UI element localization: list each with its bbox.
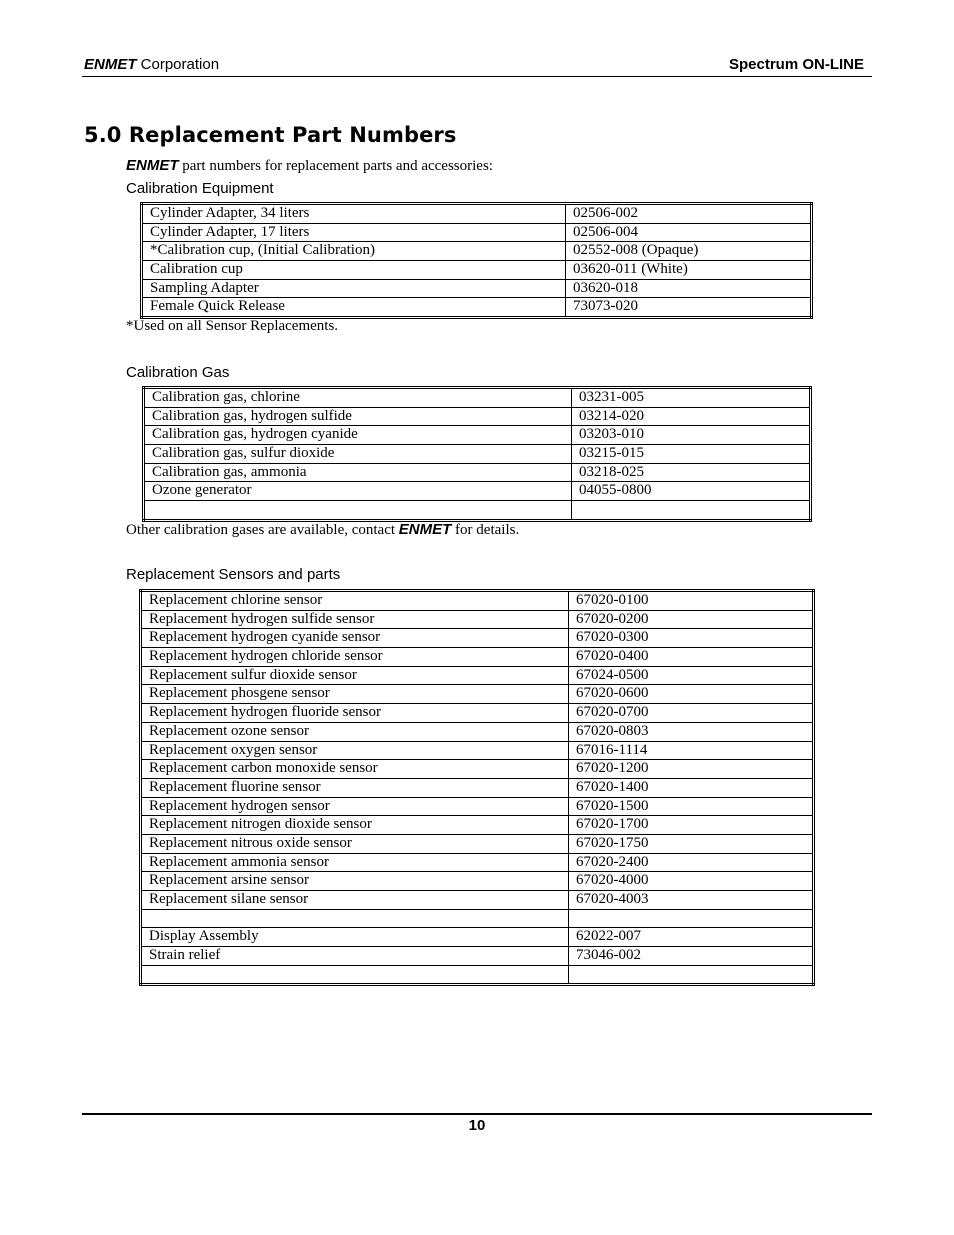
- gas-description-cell: Calibration gas, hydrogen sulfide: [144, 407, 572, 426]
- equipment-description-cell: Sampling Adapter: [142, 279, 566, 298]
- sensor-row: [141, 722, 814, 741]
- calibration-gas-table: [142, 386, 812, 522]
- calibration-equipment-heading: Calibration Equipment: [126, 180, 274, 197]
- gas-description-cell: Calibration gas, chlorine: [144, 388, 572, 408]
- sensor-part-number-cell: 73046-002: [569, 947, 814, 966]
- equipment-row: [142, 279, 812, 298]
- sensor-description-cell: Display Assembly: [141, 928, 569, 947]
- sensor-part-number-cell: 67020-1500: [569, 797, 814, 816]
- gas-row: [144, 445, 811, 464]
- gas-part-number-cell: 03218-025: [572, 463, 811, 482]
- sensor-description-cell: Replacement ozone sensor: [141, 722, 569, 741]
- sensor-row: [141, 947, 814, 966]
- sensor-row: [141, 816, 814, 835]
- calibration-equipment-footnote: *Used on all Sensor Replacements.: [126, 318, 339, 334]
- gas-row: [144, 501, 811, 521]
- sensor-row: [141, 741, 814, 760]
- gas-part-number-cell: [572, 501, 811, 521]
- sensor-row: [141, 872, 814, 891]
- sensor-description-cell: Replacement carbon monoxide sensor: [141, 760, 569, 779]
- gas-part-number-cell: 03231-005: [572, 388, 811, 408]
- sensor-part-number-cell: 67020-1400: [569, 778, 814, 797]
- sensor-part-number-cell: 67020-0300: [569, 629, 814, 648]
- gas-row: [144, 407, 811, 426]
- sensor-part-number-cell: 67020-0803: [569, 722, 814, 741]
- sensor-description-cell: Replacement ammonia sensor: [141, 853, 569, 872]
- sensor-description-cell: Replacement nitrogen dioxide sensor: [141, 816, 569, 835]
- equipment-description-cell: Female Quick Release: [142, 298, 566, 318]
- sensor-part-number-cell: 67020-0700: [569, 704, 814, 723]
- sensor-description-cell: Replacement hydrogen cyanide sensor: [141, 629, 569, 648]
- sensor-description-cell: Strain relief: [141, 947, 569, 966]
- equipment-description-cell: Cylinder Adapter, 34 liters: [142, 204, 566, 224]
- equipment-part-number-cell: 02506-004: [566, 223, 812, 242]
- page-header: [82, 56, 872, 77]
- sensor-row: [141, 891, 814, 910]
- sensor-description-cell: Replacement oxygen sensor: [141, 741, 569, 760]
- sensor-part-number-cell: 67024-0500: [569, 666, 814, 685]
- equipment-part-number-cell: 03620-018: [566, 279, 812, 298]
- sensor-description-cell: Replacement nitrous oxide sensor: [141, 834, 569, 853]
- gas-description-cell: [144, 501, 572, 521]
- header-company: [84, 56, 219, 73]
- sensor-description-cell: Replacement fluorine sensor: [141, 778, 569, 797]
- gas-description-cell: Calibration gas, hydrogen cyanide: [144, 426, 572, 445]
- sensor-part-number-cell: [569, 965, 814, 985]
- calibration-gas-note: [126, 521, 519, 539]
- sensor-part-number-cell: 67020-1200: [569, 760, 814, 779]
- sensor-part-number-cell: 67020-1750: [569, 834, 814, 853]
- sensor-row: [141, 797, 814, 816]
- gas-description-cell: Ozone generator: [144, 482, 572, 501]
- sensor-row: [141, 853, 814, 872]
- gas-note-brand: ENMET: [398, 521, 452, 538]
- footer-rule: [82, 1113, 872, 1115]
- sensor-description-cell: Replacement hydrogen chloride sensor: [141, 648, 569, 667]
- page-number: 10: [468, 1117, 486, 1134]
- replacement-sensors-table: [139, 589, 815, 986]
- header-product: Spectrum ON-LINE: [728, 56, 864, 73]
- equipment-description-cell: Calibration cup: [142, 261, 566, 280]
- gas-note-before: Other calibration gases are available, contact: [126, 522, 396, 538]
- sensor-description-cell: Replacement hydrogen sulfide sensor: [141, 610, 569, 629]
- intro-text: part numbers for replacement parts and accessories:: [182, 158, 493, 174]
- sensor-row: [141, 591, 814, 611]
- gas-row: [144, 388, 811, 408]
- sensor-part-number-cell: 67020-4003: [569, 891, 814, 910]
- equipment-row: [142, 261, 812, 280]
- sensor-description-cell: Replacement phosgene sensor: [141, 685, 569, 704]
- sensor-row: [141, 629, 814, 648]
- equipment-row: [142, 242, 812, 261]
- sensor-row: [141, 610, 814, 629]
- gas-description-cell: Calibration gas, sulfur dioxide: [144, 445, 572, 464]
- equipment-part-number-cell: 02552-008 (Opaque): [566, 242, 812, 261]
- sensor-part-number-cell: [569, 909, 814, 928]
- sensor-description-cell: Replacement hydrogen fluoride sensor: [141, 704, 569, 723]
- equipment-part-number-cell: 73073-020: [566, 298, 812, 318]
- gas-part-number-cell: 03203-010: [572, 426, 811, 445]
- header-company-suffix: Corporation: [140, 56, 220, 73]
- equipment-description-cell: Cylinder Adapter, 17 liters: [142, 223, 566, 242]
- sensor-part-number-cell: 67020-2400: [569, 853, 814, 872]
- sensor-part-number-cell: 67020-0100: [569, 591, 814, 611]
- calibration-equipment-table: [140, 202, 813, 319]
- sensor-part-number-cell: 62022-007: [569, 928, 814, 947]
- gas-part-number-cell: 03215-015: [572, 445, 811, 464]
- intro-brand: ENMET: [126, 157, 179, 174]
- sensor-description-cell: [141, 909, 569, 928]
- sensor-row: [141, 760, 814, 779]
- sensor-row: [141, 685, 814, 704]
- gas-description-cell: Calibration gas, ammonia: [144, 463, 572, 482]
- equipment-row: [142, 298, 812, 318]
- sensor-row: [141, 704, 814, 723]
- sensor-row: [141, 778, 814, 797]
- sensor-part-number-cell: 67020-0200: [569, 610, 814, 629]
- gas-row: [144, 482, 811, 501]
- section-title: 5.0 Replacement Part Numbers: [84, 123, 457, 147]
- sensor-row: [141, 648, 814, 667]
- sensor-row: [141, 909, 814, 928]
- gas-part-number-cell: 03214-020: [572, 407, 811, 426]
- sensor-description-cell: Replacement sulfur dioxide sensor: [141, 666, 569, 685]
- gas-row: [144, 426, 811, 445]
- equipment-part-number-cell: 03620-011 (White): [566, 261, 812, 280]
- calibration-gas-heading: Calibration Gas: [126, 364, 230, 381]
- sensor-description-cell: Replacement hydrogen sensor: [141, 797, 569, 816]
- sensor-description-cell: Replacement arsine sensor: [141, 872, 569, 891]
- sensor-row: [141, 928, 814, 947]
- gas-row: [144, 463, 811, 482]
- sensor-description-cell: Replacement chlorine sensor: [141, 591, 569, 611]
- gas-part-number-cell: 04055-0800: [572, 482, 811, 501]
- equipment-row: [142, 223, 812, 242]
- replacement-sensors-heading: Replacement Sensors and parts: [126, 566, 341, 583]
- sensor-part-number-cell: 67020-1700: [569, 816, 814, 835]
- sensor-part-number-cell: 67020-0600: [569, 685, 814, 704]
- sensor-part-number-cell: 67020-4000: [569, 872, 814, 891]
- sensor-description-cell: Replacement silane sensor: [141, 891, 569, 910]
- sensor-description-cell: [141, 965, 569, 985]
- sensor-part-number-cell: 67020-0400: [569, 648, 814, 667]
- sensor-part-number-cell: 67016-1114: [569, 741, 814, 760]
- gas-note-after: for details.: [455, 522, 520, 538]
- equipment-part-number-cell: 02506-002: [566, 204, 812, 224]
- intro-paragraph: [126, 157, 493, 175]
- equipment-description-cell: *Calibration cup, (Initial Calibration): [142, 242, 566, 261]
- header-company-brand: ENMET: [84, 56, 137, 73]
- sensor-row: [141, 965, 814, 985]
- sensor-row: [141, 666, 814, 685]
- sensor-row: [141, 834, 814, 853]
- equipment-row: [142, 204, 812, 224]
